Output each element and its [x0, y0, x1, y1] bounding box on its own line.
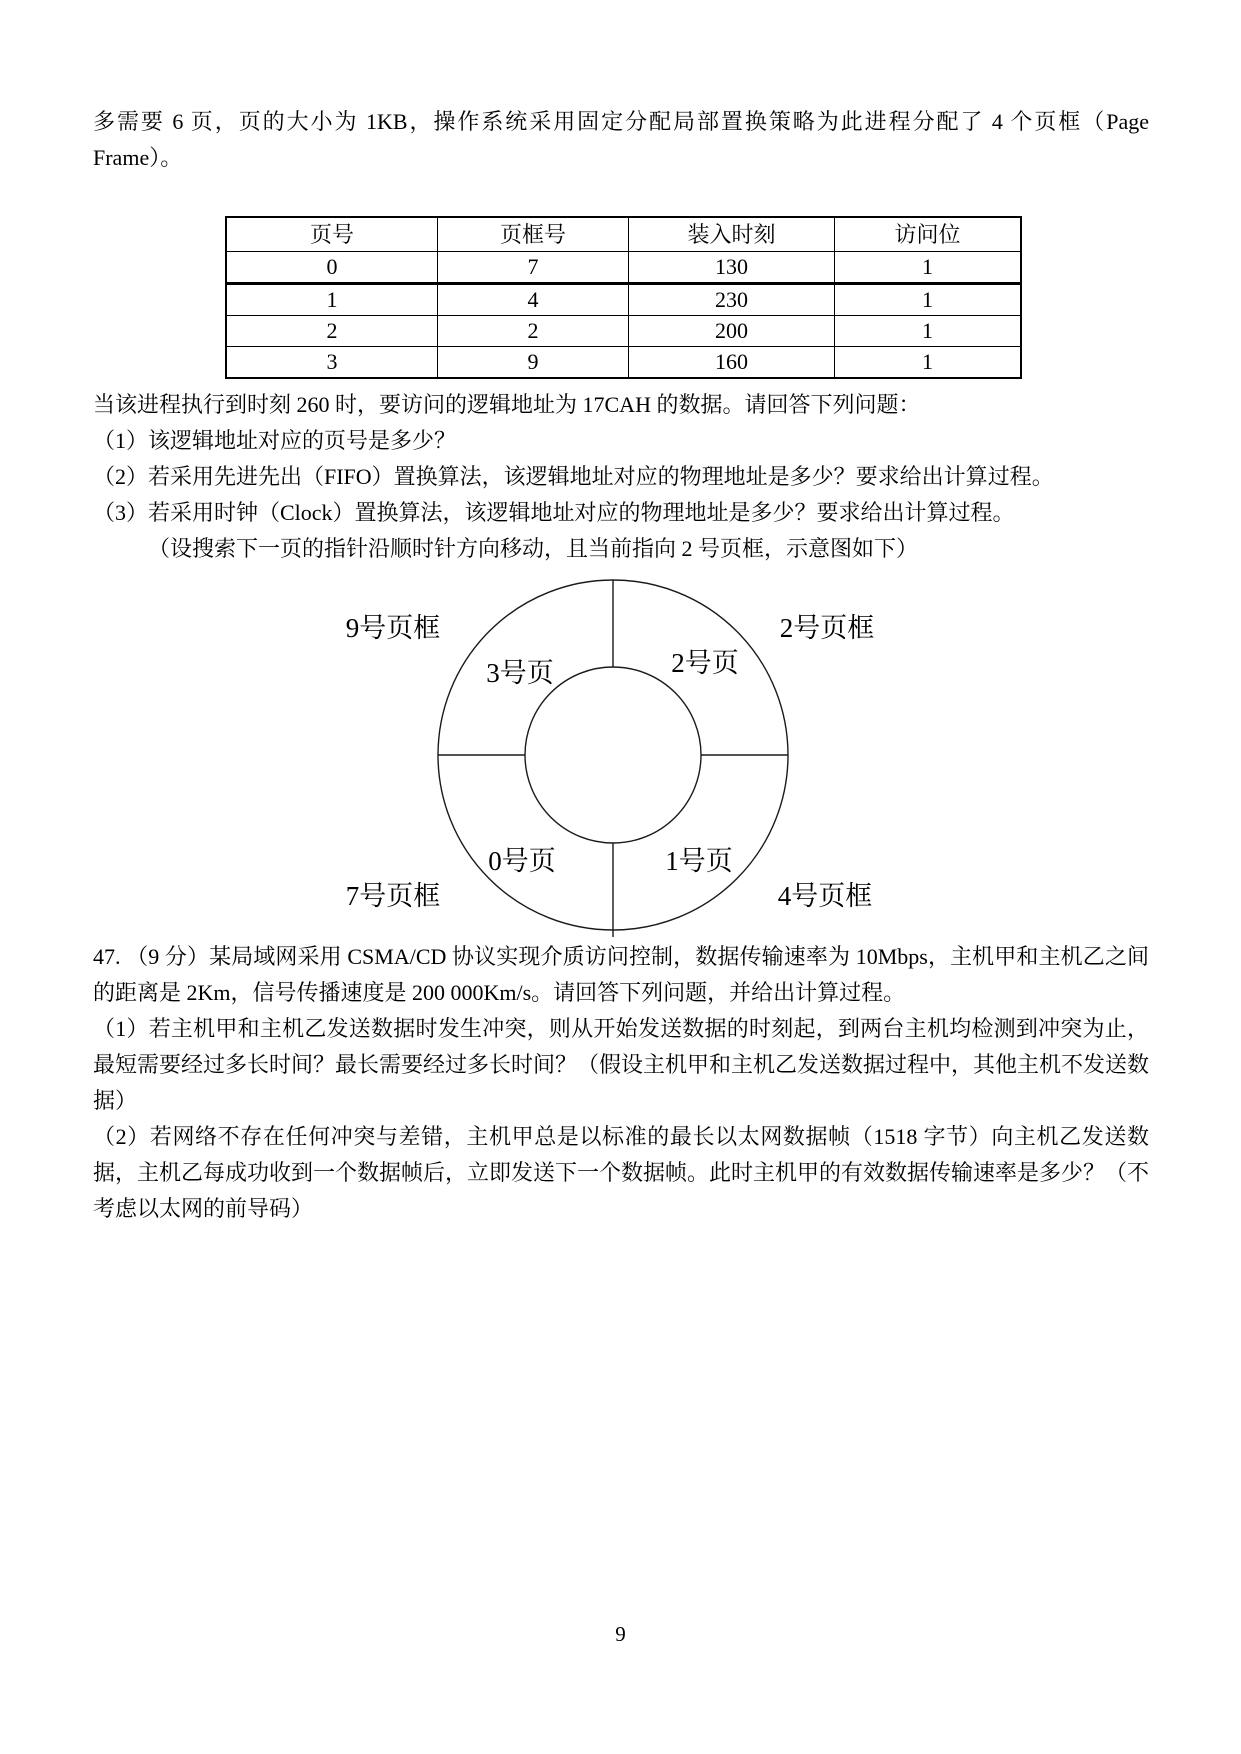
table-row — [226, 347, 1021, 379]
page-label-top-left: 3号页 — [486, 658, 554, 688]
table-cell: 0 — [226, 252, 438, 284]
table-header-cell: 页号 — [226, 217, 438, 252]
clock-replacement-diagram — [331, 567, 901, 939]
after-table-paragraph: 当该进程执行到时刻 260 时，要访问的逻辑地址为 17CAH 的数据。请回答下列问题： — [93, 392, 921, 417]
page-number: 9 — [615, 1622, 626, 1646]
page-label-top-right: 2号页 — [671, 648, 739, 678]
table-cell: 1 — [226, 284, 438, 316]
table-header-cell: 装入时刻 — [629, 217, 835, 252]
table-cell: 1 — [835, 252, 1022, 284]
table-cell: 7 — [438, 252, 629, 284]
table-cell: 1 — [835, 284, 1022, 316]
table-header-cell: 页框号 — [438, 217, 629, 252]
question-47-stem: 47. （9 分）某局域网采用 CSMA/CD 协议实现介质访问控制，数据传输速率为 10Mbps，主机甲和主机乙之间的距离是 2Km，信号传播速度是 200 000Km/s。请回答下列问题，并给出计算过程。 — [93, 944, 1149, 1005]
page-table — [225, 216, 1022, 379]
question-47-part2: （2）若网络不存在任何冲突与差错，主机甲总是以标准的最长以太网数据帧（1518 字节）向主机乙发送数据，主机乙每成功收到一个数据帧后，立即发送下一个数据帧。此时主机甲的有效数据传输速率是多少？（不考虑以太网的前导码） — [93, 1124, 1150, 1221]
frame-label-top-left: 9号页框 — [345, 613, 441, 643]
table-header-row — [226, 217, 1021, 252]
table-header-cell: 访问位 — [835, 217, 1022, 252]
table-row — [226, 252, 1021, 284]
table-cell: 2 — [438, 316, 629, 347]
table-cell: 2 — [226, 316, 438, 347]
table-cell: 130 — [629, 252, 835, 284]
intro-paragraph: 多需要 6 页，页的大小为 1KB，操作系统采用固定分配局部置换策略为此进程分配了 4 个页框（Page Frame）。 — [93, 109, 1149, 170]
frame-label-bottom-left: 7号页框 — [345, 881, 441, 911]
table-cell: 160 — [629, 347, 835, 379]
question-47-part1: （1）若主机甲和主机乙发送数据时发生冲突，则从开始发送数据的时刻起，到两台主机均检测到冲突为止，最短需要经过多长时间？最长需要经过多长时间？（假设主机甲和主机乙发送数据过程中，其他主机不发送数据） — [93, 1016, 1150, 1113]
table-cell: 1 — [835, 347, 1022, 379]
table-cell: 9 — [438, 347, 629, 379]
table-row — [226, 316, 1021, 347]
table-cell: 4 — [438, 284, 629, 316]
frame-label-top-right: 2号页框 — [779, 613, 875, 643]
table-cell: 3 — [226, 347, 438, 379]
question-46-part3: （3）若采用时钟（Clock）置换算法，该逻辑地址对应的物理地址是多少？要求给出计算过程。 — [93, 500, 1015, 525]
table-cell: 1 — [835, 316, 1022, 347]
table-row — [226, 284, 1021, 316]
table-cell: 200 — [629, 316, 835, 347]
question-46-part3-note: （设搜索下一页的指针沿顺时针方向移动，且当前指向 2 号页框，示意图如下） — [148, 536, 919, 561]
inner-circle — [525, 667, 701, 843]
question-46-part1: （1）该逻辑地址对应的页号是多少？ — [93, 428, 457, 453]
question-46-part2: （2）若采用先进先出（FIFO）置换算法，该逻辑地址对应的物理地址是多少？要求给出计算过程。 — [93, 464, 1054, 489]
table-cell: 230 — [629, 284, 835, 316]
page-label-bottom-left: 0号页 — [488, 846, 556, 876]
frame-label-bottom-right: 4号页框 — [777, 881, 873, 911]
page-label-bottom-right: 1号页 — [665, 846, 733, 876]
